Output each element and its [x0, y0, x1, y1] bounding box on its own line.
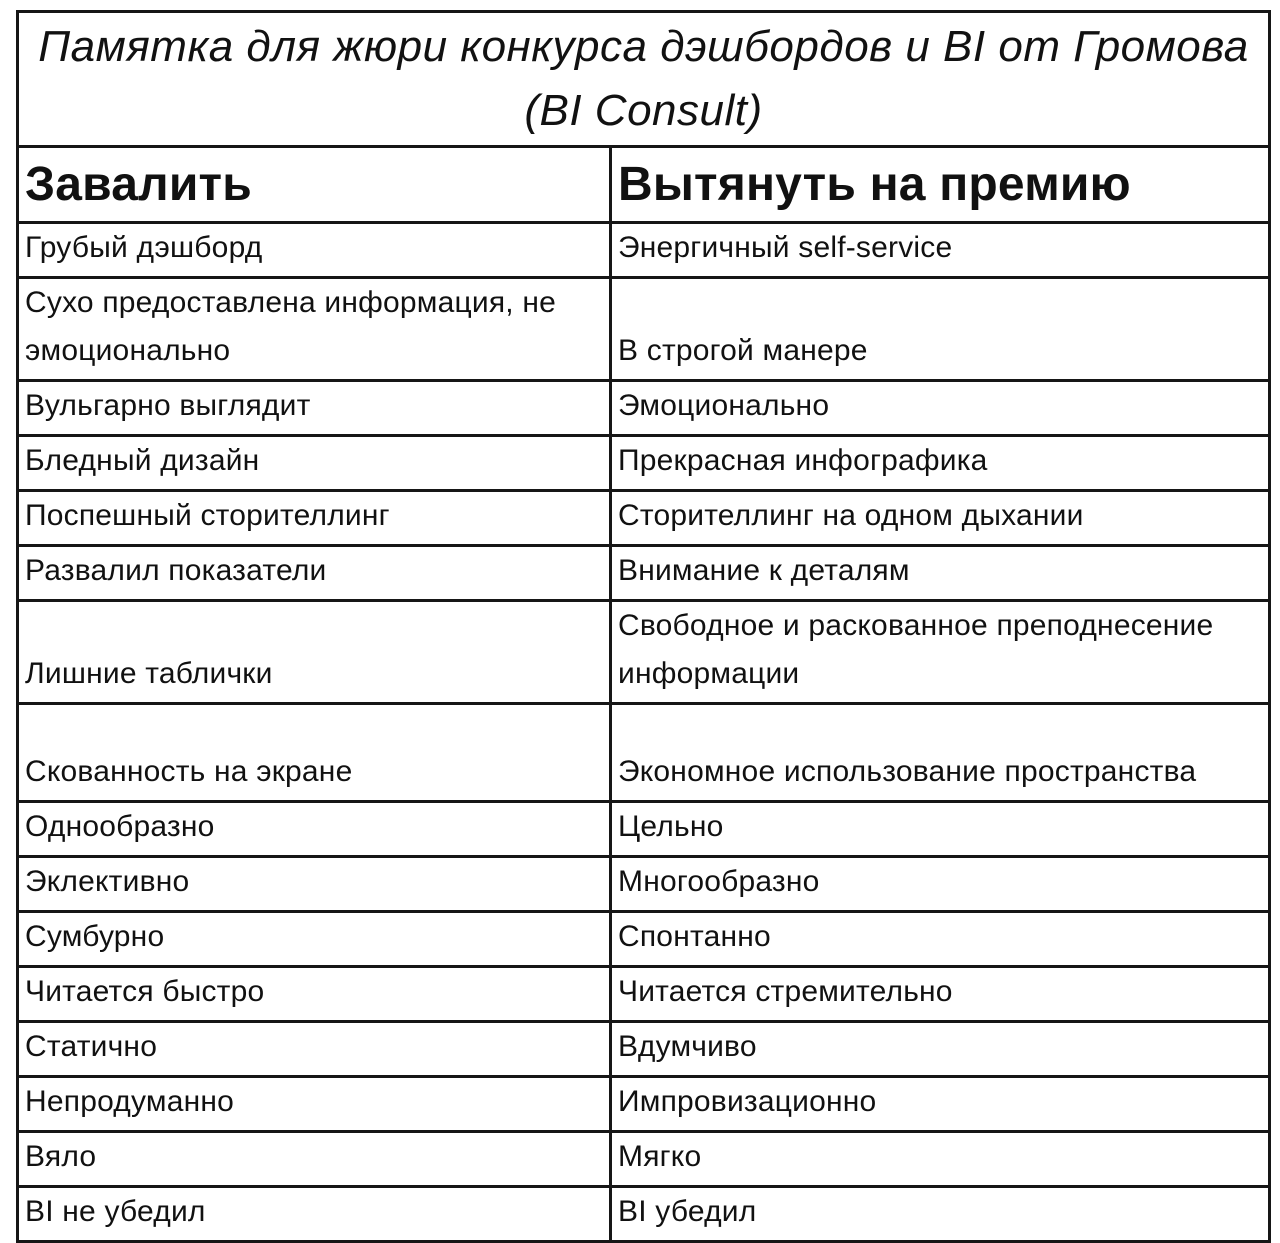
cell-award: Цельно — [611, 802, 1270, 857]
column-header-award: Вытянуть на премию — [611, 147, 1270, 223]
cell-award: Прекрасная инфографика — [611, 436, 1270, 491]
cell-award: Свободное и раскованное преподнесение информации — [611, 601, 1270, 704]
cell-award: BI убедил — [611, 1187, 1270, 1242]
cell-fail: Сумбурно — [18, 912, 611, 967]
cell-award: Многообразно — [611, 857, 1270, 912]
table-row — [18, 1187, 1270, 1242]
table-row — [18, 436, 1270, 491]
cell-fail: Эклективно — [18, 857, 611, 912]
memo-sheet — [16, 10, 1268, 1228]
cell-award: Внимание к деталям — [611, 546, 1270, 601]
table-row — [18, 278, 1270, 381]
cell-fail: Статично — [18, 1022, 611, 1077]
cell-award: В строгой манере — [611, 278, 1270, 381]
table-row — [18, 1132, 1270, 1187]
cell-award: Мягко — [611, 1132, 1270, 1187]
cell-fail: Поспешный сторителлинг — [18, 491, 611, 546]
cell-fail: Вяло — [18, 1132, 611, 1187]
cell-fail: Однообразно — [18, 802, 611, 857]
header-row — [18, 147, 1270, 223]
cell-award: Эмоционально — [611, 381, 1270, 436]
cell-fail: Сухо предоставлена информация, не эмоционально — [18, 278, 611, 381]
memo-table — [16, 10, 1271, 1243]
table-row — [18, 802, 1270, 857]
cell-award: Экономное использование пространства — [611, 704, 1270, 802]
cell-fail: Читается быстро — [18, 967, 611, 1022]
table-title: Памятка для жюри конкурса дэшбордов и BI от Громова (BI Consult) — [18, 12, 1270, 147]
table-row — [18, 381, 1270, 436]
cell-fail: Непродуманно — [18, 1077, 611, 1132]
table-row — [18, 1022, 1270, 1077]
table-row — [18, 601, 1270, 704]
cell-award: Спонтанно — [611, 912, 1270, 967]
cell-award: Вдумчиво — [611, 1022, 1270, 1077]
cell-fail: BI не убедил — [18, 1187, 611, 1242]
cell-fail: Вульгарно выглядит — [18, 381, 611, 436]
cell-fail: Бледный дизайн — [18, 436, 611, 491]
cell-award: Сторителлинг на одном дыхании — [611, 491, 1270, 546]
table-row — [18, 223, 1270, 278]
cell-fail: Скованность на экране — [18, 704, 611, 802]
title-row — [18, 12, 1270, 147]
table-row — [18, 967, 1270, 1022]
cell-fail: Развалил показатели — [18, 546, 611, 601]
table-row — [18, 912, 1270, 967]
cell-award: Читается стремительно — [611, 967, 1270, 1022]
cell-fail: Лишние таблички — [18, 601, 611, 704]
cell-fail: Грубый дэшборд — [18, 223, 611, 278]
cell-award: Импровизационно — [611, 1077, 1270, 1132]
table-row — [18, 1077, 1270, 1132]
table-row — [18, 491, 1270, 546]
table-row — [18, 704, 1270, 802]
table-row — [18, 546, 1270, 601]
column-header-fail: Завалить — [18, 147, 611, 223]
cell-award: Энергичный self-service — [611, 223, 1270, 278]
table-row — [18, 857, 1270, 912]
